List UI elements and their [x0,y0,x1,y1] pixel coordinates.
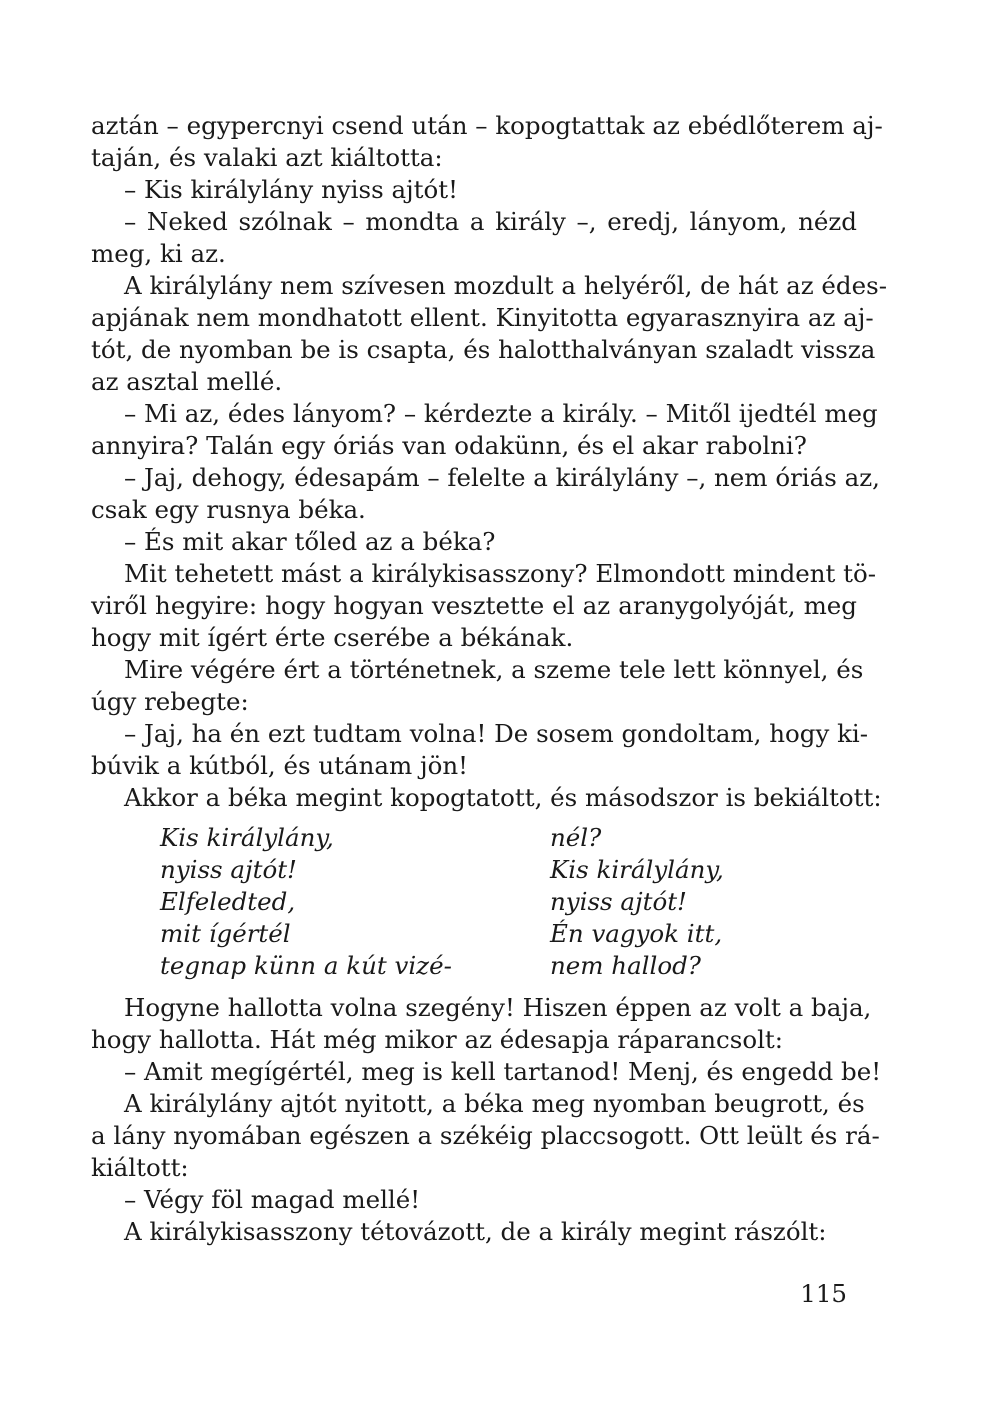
text-line: Mit tehetett mást a királykisasszony? Elmondott mindent tö- [124,559,877,588]
text-line: Mire végére ért a történetnek, a szeme tele lett könnyel, és [124,655,864,684]
text-line: csak egy rusnya béka. [91,495,366,524]
text-line: hogy mit ígért érte cserébe a békának. [91,623,574,652]
text-line: – Amit megígértél, meg is kell tartanod! Menj, és engedd be! [124,1057,882,1086]
text-line: úgy rebegte: [91,687,249,716]
verse-line: nyiss ajtót! [550,887,687,916]
text-line: viről hegyire: hogy hogyan vesztette el az aranygolyóját, meg [91,591,857,620]
text-line: meg, ki az. [91,239,226,268]
text-line: – Jaj, dehogy, édesapám – felelte a királylány –, nem óriás az, [124,463,880,492]
text-line: Akkor a béka megint kopogtatott, és másodszor is bekiáltott: [124,783,882,812]
text-line: annyira? Talán egy óriás van odakünn, és el akar rabolni? [91,431,807,460]
verse-line: mit ígértél [160,919,291,948]
verse-line: tegnap künn a kút vizé- [160,951,452,980]
verse-line: nem hallod? [550,951,701,980]
verse-line: nyiss ajtót! [160,855,297,884]
text-line: – Neked szólnak – mondta a király –, eredj, lányom, nézd [124,207,857,236]
text-line: A királylány nem szívesen mozdult a helyéről, de hát az édes- [124,271,887,300]
page-number: 115 [800,1279,847,1308]
verse-line: Kis királylány, [160,823,334,852]
text-line: apjának nem mondhatott ellent. Kinyitotta egyarasznyira az aj- [91,303,874,332]
verse-line: Kis királylány, [550,855,724,884]
text-line: Hogyne hallotta volna szegény! Hiszen éppen az volt a baja, [124,993,872,1022]
verse-line: Elfeledted, [160,887,296,916]
text-line: búvik a kútból, és utánam jön! [91,751,468,780]
text-line: hogy hallotta. Hát még mikor az édesapja ráparancsolt: [91,1025,784,1054]
text-line: – És mit akar tőled az a béka? [124,527,496,556]
text-line: az asztal mellé. [91,367,283,396]
text-line: A királylány ajtót nyitott, a béka meg nyomban beugrott, és [124,1089,865,1118]
text-line: – Jaj, ha én ezt tudtam volna! De sosem gondoltam, hogy ki- [124,719,869,748]
text-line: aztán – egypercnyi csend után – kopogtattak az ebédlőterem aj- [91,111,883,140]
text-line: kiáltott: [91,1153,189,1182]
text-line: a lány nyomában egészen a székéig placcsogott. Ott leült és rá- [91,1121,880,1150]
verse-line: Én vagyok itt, [550,919,723,948]
text-line: – Mi az, édes lányom? – kérdezte a király. – Mitől ijedtél meg [124,399,878,428]
text-line: tót, de nyomban be is csapta, és halotthalványan szaladt vissza [91,335,876,364]
verse-line: nél? [550,823,602,852]
text-line: taján, és valaki azt kiáltotta: [91,143,443,172]
text-line: A királykisasszony tétovázott, de a király megint rászólt: [124,1217,827,1246]
text-line: – Kis királylány nyiss ajtót! [124,175,458,204]
text-line: – Végy föl magad mellé! [124,1185,421,1214]
